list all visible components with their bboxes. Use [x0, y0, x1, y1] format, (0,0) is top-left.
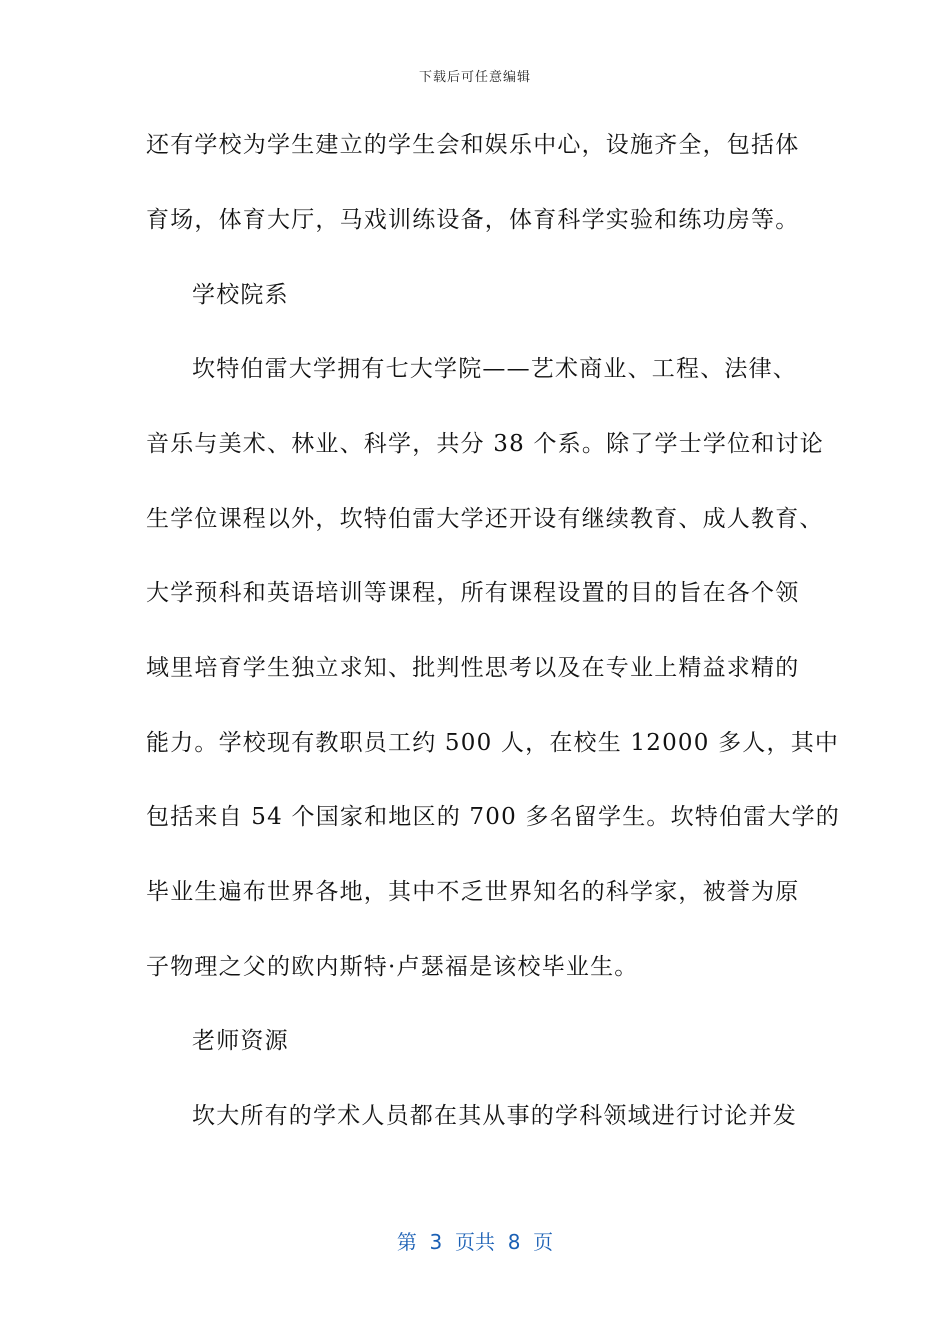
paragraph-line: 子物理之父的欧内斯特·卢瑟福是该校毕业生。: [146, 954, 639, 980]
paragraph-line: 生学位课程以外，坎特伯雷大学还开设有继续教育、成人教育、: [146, 506, 824, 532]
section-heading: 学校院系: [192, 282, 289, 308]
paragraph-line: 育场，体育大厅，马戏训练设备，体育科学实验和练功房等。: [146, 207, 800, 233]
paragraph-line: 大学预科和英语培训等课程，所有课程设置的目的旨在各个领: [146, 580, 800, 606]
paragraph-line: 还有学校为学生建立的学生会和娱乐中心，设施齐全，包括体: [146, 132, 800, 158]
paragraph-line: 音乐与美术、林业、科学，共分 38 个系。除了学士学位和讨论: [146, 431, 824, 457]
paragraph-line: 坎大所有的学术人员都在其从事的学科领域进行讨论并发: [192, 1103, 797, 1129]
paragraph-line: 坎特伯雷大学拥有七大学院——艺术商业、工程、法律、: [192, 356, 797, 382]
paragraph-line: 域里培育学生独立求知、批判性思考以及在专业上精益求精的: [146, 655, 800, 681]
paragraph-line: 包括来自 54 个国家和地区的 700 多名留学生。坎特伯雷大学的: [146, 804, 841, 830]
paragraph-line: 能力。学校现有教职员工约 500 人，在校生 12000 多人，其中: [146, 730, 840, 756]
header-note: 下载后可任意编辑: [418, 70, 531, 85]
page-number: 第 3 页共 8 页: [396, 1230, 554, 1254]
section-heading: 老师资源: [192, 1028, 289, 1054]
paragraph-line: 毕业生遍布世界各地，其中不乏世界知名的科学家，被誉为原: [146, 879, 800, 905]
